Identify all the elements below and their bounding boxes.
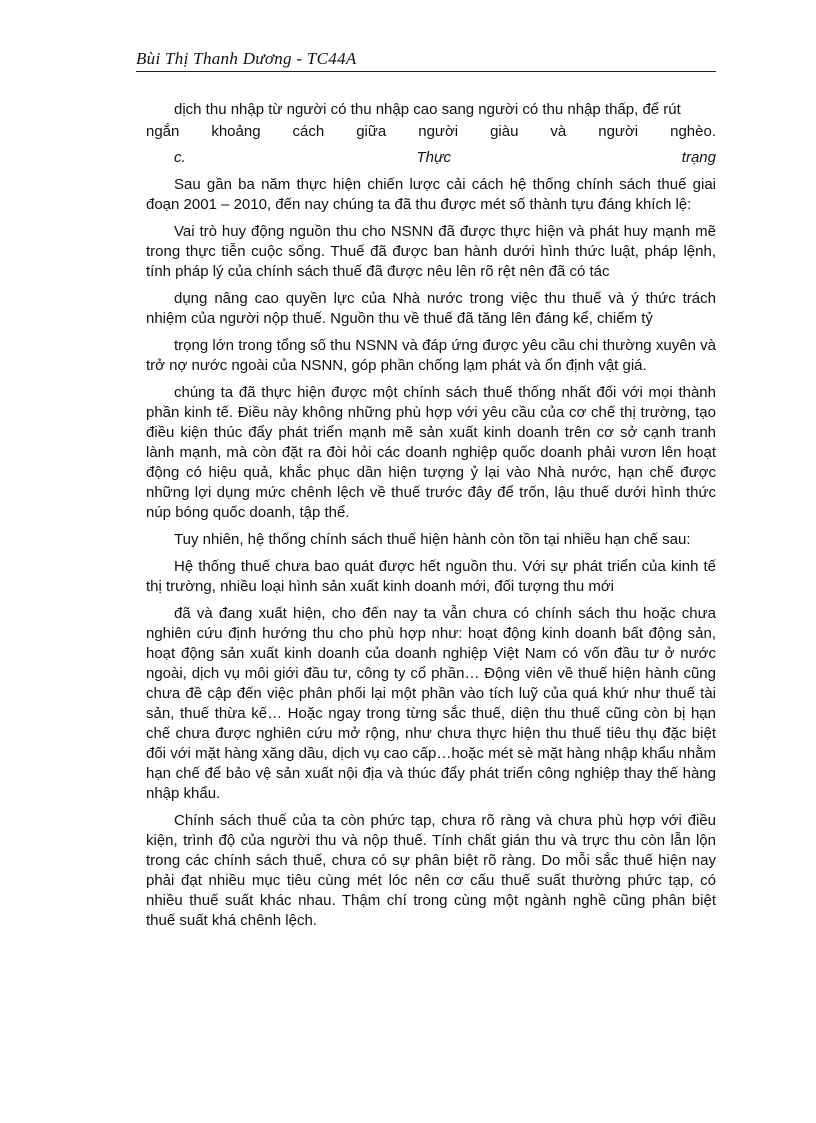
section-heading: [174, 148, 716, 168]
paragraph-1b: [146, 122, 716, 142]
paragraph-1: [146, 100, 716, 120]
paragraph-9: đã và đang xuất hiện, cho đến nay ta vẫn chưa có chính sách thu hoặc chưa nghiên cứu định hướng thu cho phù hợp như: hoạt động kinh doanh bất động sản, hoạt động sản xuất kinh doanh của doanh nghiệp Việt Nam có vốn đầu tư ở nước ngoài, dịch vụ môi giới đầu tư, công ty cổ phần… Động viên về thuế hiện hành cũng chưa đề cập đến việc phân phối lại một phần vào tích luỹ của quá khứ như thuế tài sản, thuế thừa kế… Hoặc ngay trong từng sắc thuế, diện thu thuế cũng còn bị hạn chế chưa được nghiên cứu mở rộng, như chưa thực hiện thu thuế tiêu thụ đặc biệt đối với mặt hàng xăng dầu, dịch vụ cao cấp…hoặc mét sè mặt hàng nhập khẩu nhằm hạn chế để bảo vệ sản xuất nội địa và thúc đẩy phát triển công nghiệp thay thế hàng nhập khẩu.: [146, 605, 716, 802]
paragraph-8: Hệ thống thuế chưa bao quát được hết nguồn thu. Với sự phát triển của kinh tế thị trường, nhiều loại hình sản xuất kinh doanh mới, đối tượng thu mới: [146, 558, 716, 595]
paragraph-10: Chính sách thuế của ta còn phức tạp, chưa rõ ràng và chưa phù hợp với điều kiện, trình độ của người thu và nộp thuế. Tính chất gián thu và trực thu còn lẫn lộn trong các chính sách thuế, chưa có sự phân biệt rõ ràng. Do mỗi sắc thuế hiện nay phải đạt nhiều mục tiêu cùng mét lóc nên cơ cấu thuế suất thường phức tạp, có nhiều thuế suất khác nhau. Thậm chí trong cùng một ngành nghề cũng phân biệt thuế suất khá chênh lệch.: [146, 812, 716, 929]
heading-letter: c.: [174, 149, 186, 166]
paragraph-5: trọng lớn trong tổng số thu NSNN và đáp ứng được yêu cầu chi thường xuyên và trở nợ nước ngoài của NSNN, góp phần chống lạm phát và ổn định vật giá.: [146, 337, 716, 374]
paragraph-6: chúng ta đã thực hiện được một chính sách thuế thống nhất đối với mọi thành phần kinh tế. Điều này không những phù hợp với yêu cầu của cơ chế thị trường, tạo điều kiện thúc đẩy phát triển mạnh mẽ sản xuất kinh doanh trên cơ sở cạnh tranh lành mạnh, mà còn đặt ra đòi hỏi các doanh nghiệp quốc doanh phải vươn lên hoạt động có hiệu quả, khắc phục dần hiện tượng ỷ lại vào Nhà nước, hạn chế được những lợi dụng mức chênh lệch về thuế trước đây để trốn, lậu thuế dưới hình thức núp bóng quốc doanh, tập thể.: [146, 384, 716, 521]
heading-word-2: trạng: [681, 149, 716, 166]
paragraph-4: dụng nâng cao quyền lực của Nhà nước trong việc thu thuế và ý thức trách nhiệm của người nộp thuế. Nguồn thu về thuế đã tăng lên đáng kể, chiếm tỷ: [146, 290, 716, 327]
paragraph-2: Sau gần ba năm thực hiện chiến lược cải cách hệ thống chính sách thuế giai đoạn 2001 – 2010, đến nay chúng ta đã thu được mét số thành tựu đáng khích lệ:: [146, 176, 716, 213]
document-body: [146, 100, 716, 938]
header-divider: [136, 71, 716, 72]
heading-word-1: Thực: [416, 149, 451, 166]
paragraph-3: Vai trò huy động nguồn thu cho NSNN đã được thực hiện và phát huy mạnh mẽ trong thực tiễn cuộc sống. Thuế đã được ban hành dưới hình thức luật, pháp lệnh, tính pháp lý của chính sách thuế đã được nêu lên rõ rệt nên đã có tác: [146, 223, 716, 280]
page-header: Bùi Thị Thanh Dương - TC44A: [136, 49, 357, 68]
paragraph-7: Tuy nhiên, hệ thống chính sách thuế hiện hành còn tồn tại nhiều hạn chế sau:: [174, 531, 691, 548]
paragraph-1-line2: ngắn khoảng cách giữa người giàu và người nghèo.: [146, 123, 716, 140]
paragraph-1-line1: dịch thu nhập từ người có thu nhập cao sang người có thu nhập thấp, để rút: [174, 101, 681, 118]
